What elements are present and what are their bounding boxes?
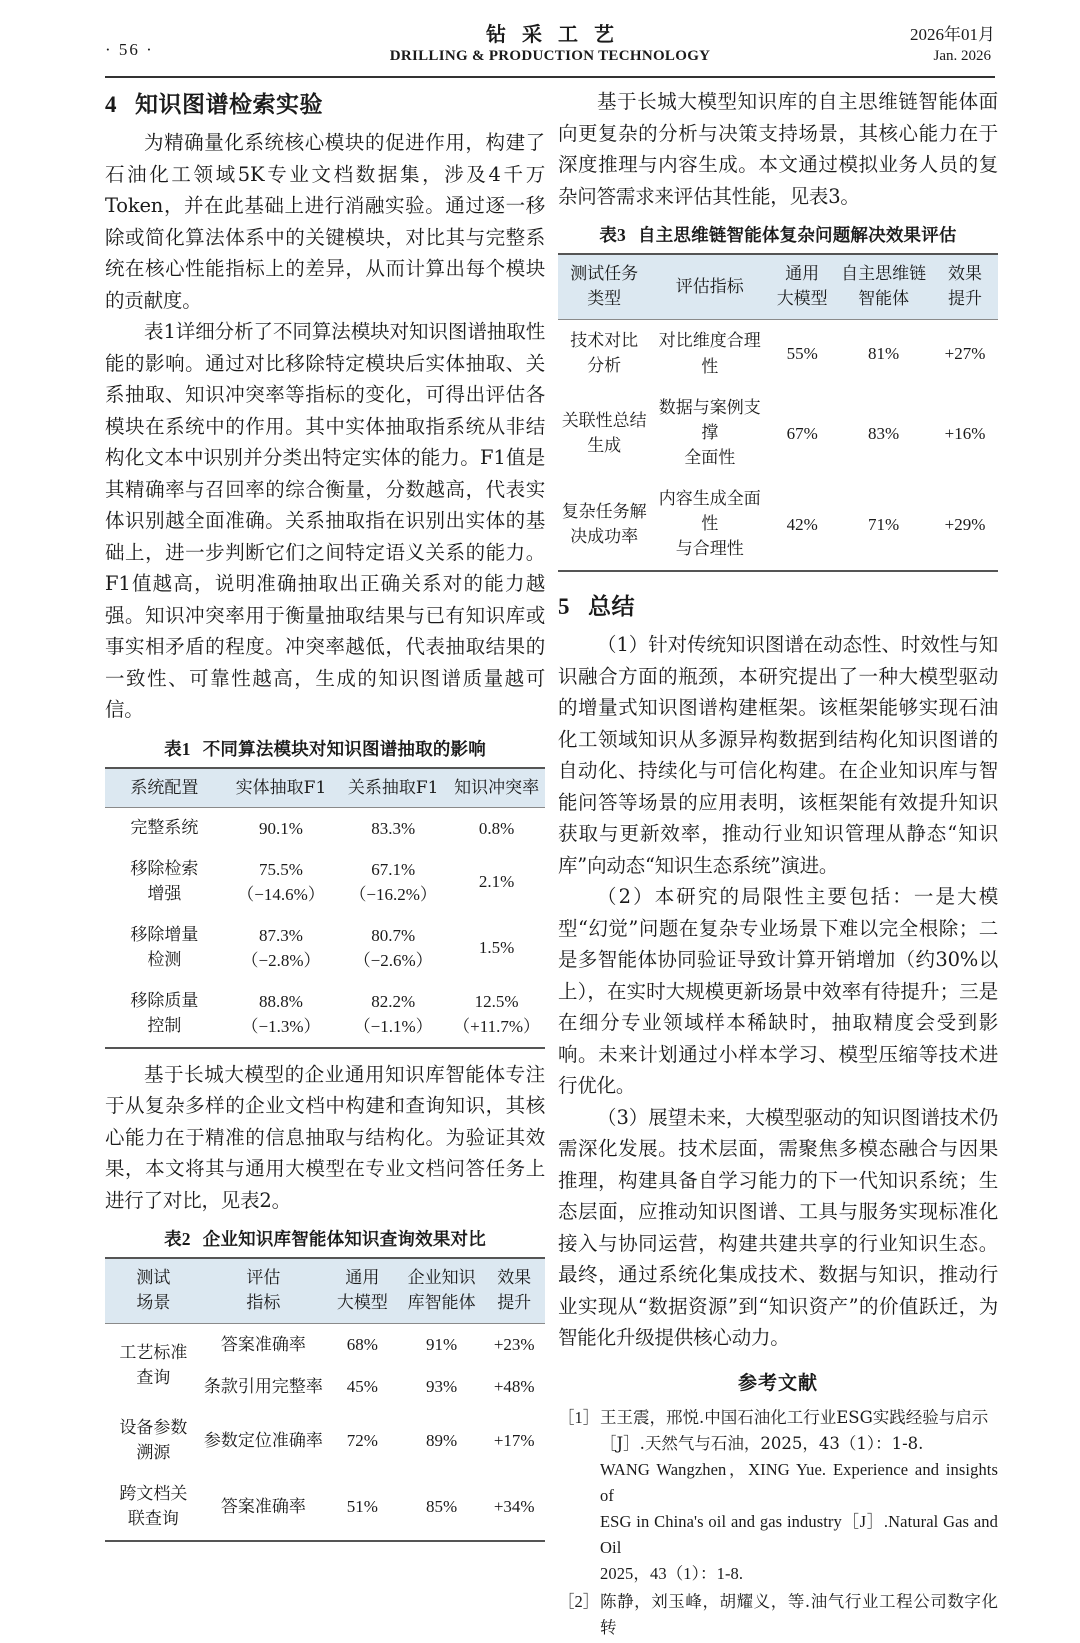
- table1-r1-config: [105, 849, 224, 915]
- table1-r2-relation: [338, 915, 448, 981]
- table1-r0-entity: [224, 807, 338, 849]
- reference-body-2: [600, 1589, 998, 1641]
- running-head: [105, 18, 995, 72]
- references-heading: 参考文献: [737, 1371, 818, 1394]
- table-row: [105, 915, 545, 981]
- table1-r3-entity: [224, 981, 338, 1048]
- table2-r1-general: 45%: [346, 1377, 378, 1396]
- table2-body: [105, 1324, 545, 1542]
- reference-1-en-line-1: WANG Wangzhen，XING Yue. Experience and insights of: [600, 1459, 998, 1505]
- table3-th-3-l1: 自主思维链: [841, 264, 927, 284]
- table-row: [105, 1408, 545, 1474]
- table1-r3-entity-l2: （−1.3%）: [241, 1016, 321, 1036]
- table3-header-row: [558, 254, 998, 320]
- table3-caption-text: 自主思维链智能体复杂问题解决效果评估: [638, 226, 957, 246]
- table1-r2-entity: [224, 915, 338, 981]
- table1-r2-relation-l1: 80.7%: [371, 925, 416, 945]
- table3-r0-gain: +27%: [944, 344, 986, 363]
- table3-th-4-l1: 效果: [947, 264, 982, 284]
- table1-r1-config-l1: 移除检索: [130, 858, 199, 879]
- table1-r1-entity-l1: 75.5%: [259, 859, 303, 879]
- table2-wrapper: [105, 1226, 545, 1542]
- table1-r1-relation-l1: 67.1%: [371, 859, 416, 879]
- table2-head: [105, 1258, 545, 1324]
- table3-r1-metric-l1: 数据与案例支撑: [658, 398, 761, 443]
- table2-r2-gain: +17%: [493, 1431, 535, 1450]
- section-heading-5: [558, 588, 998, 621]
- table2-r1-agent: 93%: [425, 1377, 458, 1396]
- table2-r0-scene-l2: 查询: [136, 1368, 171, 1388]
- table1-r2-relation-l2: （−2.6%）: [353, 950, 433, 970]
- table3-th-3: [835, 254, 932, 320]
- table1-r2-conflict: 1.5%: [478, 937, 515, 957]
- table3-th-3-l2: 智能体: [858, 289, 910, 309]
- table3-r0-task-l1: 技术对比: [570, 331, 639, 351]
- table2-r3-scene-l1: 跨文档关: [119, 1484, 188, 1504]
- table1-r0-config: [105, 807, 224, 849]
- table2-r3-general: 51%: [346, 1497, 378, 1516]
- table3-r2-task-l1: 复杂任务解: [561, 501, 647, 522]
- table3-wrapper: [558, 222, 998, 572]
- paragraph-r1: 基于长城大模型知识库的自主思维链智能体面向更复杂的分析与决策支持场景，其核心能力在于深度推理与内容生成。本文通过模拟业务人员的复杂问答需求来评估其性能，见表3。: [558, 90, 998, 208]
- table-row: [558, 388, 998, 479]
- table2-th-2: [325, 1258, 400, 1324]
- table2-th-3-l1: 企业知识: [407, 1268, 476, 1288]
- left-column: [105, 86, 545, 1542]
- table3-th-4-l2: 提升: [947, 289, 982, 309]
- table1-th-2: 关系抽取F1: [347, 777, 439, 798]
- table3-r2-task-l2: 决成功率: [570, 526, 639, 547]
- table2-th-2-l2: 大模型: [336, 1293, 388, 1313]
- table1-r3-relation: [338, 981, 448, 1048]
- table2-th-3-l2: 库智能体: [407, 1293, 476, 1313]
- table-row: [558, 479, 998, 571]
- table1: [105, 767, 545, 1049]
- table2-th-4-l2: 提升: [497, 1293, 532, 1313]
- list-item: [558, 1405, 998, 1587]
- table2-r2-scene-l1: 设备参数: [119, 1418, 188, 1438]
- table1-r2-config: [105, 915, 224, 981]
- table2-r3-scene-l2: 联查询: [127, 1509, 179, 1529]
- reference-1-en-line-3: 2025，43（1）：1-8.: [600, 1563, 744, 1583]
- reference-1-zh-line-2: ［J］.天然气与石油，2025，43（1）：1-8.: [600, 1433, 924, 1453]
- table3-th-0-l1: 测试任务: [570, 264, 639, 284]
- reference-number-2: ［2］: [558, 1591, 600, 1611]
- table1-r0-entity-l1: 90.1%: [259, 818, 303, 838]
- table3-th-2-l2: 大模型: [776, 289, 828, 309]
- table2-th-2-l1: 通用: [345, 1268, 380, 1288]
- table3-body: [558, 320, 998, 572]
- table2-r1-gain: +48%: [493, 1377, 535, 1396]
- table1-r3-config-l1: 移除质量: [130, 990, 199, 1011]
- table2-th-4: [483, 1258, 545, 1324]
- table3-caption-number: 表3: [599, 225, 627, 245]
- table3-th-0: [558, 254, 650, 320]
- table1-r1-entity: [224, 849, 338, 915]
- table3-th-4: [932, 254, 998, 320]
- table2-th-1: [202, 1258, 325, 1324]
- table1-r3-config-l2: 控制: [147, 1015, 182, 1036]
- table-row: [105, 1474, 545, 1541]
- table2-r0-scene: [105, 1324, 202, 1409]
- issue-date-zh: 2026年01月: [910, 25, 995, 44]
- page-folio: · 56 ·: [105, 40, 154, 59]
- table3-r1-general: 67%: [786, 423, 818, 443]
- table1-r3-conflict-l1: 12.5%: [474, 991, 519, 1011]
- table3-r1-task-l2: 生成: [587, 435, 622, 456]
- reference-1-zh-line-1: 王王震，邢悦.中国石油化工行业ESG实践经验与启示: [600, 1407, 989, 1427]
- table3-head: [558, 254, 998, 320]
- table1-r1-relation-l2: （−16.2%）: [349, 884, 437, 904]
- table1-r3-config: [105, 981, 224, 1048]
- table2-caption-text: 企业知识库智能体知识查询效果对比: [202, 1230, 486, 1250]
- table1-caption-text: 不同算法模块对知识图谱抽取的影响: [202, 739, 486, 760]
- table1-r0-conflict-l1: 0.8%: [478, 818, 515, 838]
- table1-r2-config-l1: 移除增量: [130, 924, 199, 945]
- section-heading-4: [105, 86, 545, 119]
- table3-r2-gain: +29%: [944, 514, 986, 534]
- table1-r3-conflict: [448, 981, 545, 1048]
- journal-title-en: DRILLING & PRODUCTION TECHNOLOGY: [389, 48, 711, 64]
- table-row: [105, 981, 545, 1048]
- table1-r1-relation: [338, 849, 448, 915]
- table3-r2-task: [558, 479, 650, 571]
- table2-r2-metric: 参数定位准确率: [203, 1431, 323, 1451]
- table3-r1-task-l1: 关联性总结: [561, 410, 647, 431]
- table2-r2-general: 72%: [346, 1431, 378, 1450]
- table3-r0-metric: 对比维度合理性: [658, 331, 761, 377]
- table-row: [105, 807, 545, 849]
- table1-r1-config-l2: 增强: [147, 883, 182, 904]
- paragraph-l3: 基于长城大模型的企业通用知识库智能体专注于从复杂多样的企业文档中构建和查询知识，其核心能力在于精准的信息抽取与结构化。为验证其效果，本文将其与通用大模型在专业文档问答任务上进行了对比，见表2。: [105, 1062, 545, 1212]
- table3-r2-agent: 71%: [868, 514, 900, 534]
- table2-th-4-l1: 效果: [497, 1268, 532, 1288]
- table1-r3-conflict-l2: （+11.7%）: [453, 1016, 541, 1036]
- table3-r0-task: [558, 320, 650, 389]
- table2-th-1-l1: 评估: [246, 1268, 281, 1288]
- table2-r2-scene: [105, 1408, 202, 1474]
- table1-header-row: [105, 768, 545, 808]
- table2-caption-number: 表2: [164, 1229, 191, 1249]
- table2-r3-metric: 答案准确率: [220, 1497, 306, 1517]
- paragraph-r-c1: （1）针对传统知识图谱在动态性、时效性与知识融合方面的瓶颈，本研究提出了一种大模型驱动的增量式知识图谱构建框架。该框架能够实现石油化工领域知识从多源异构数据到结构化知识图谱的自动化、持续化与可信化构建。在企业知识库与智能问答等场景的应用表明，该框架能有效提升知识获取与更新效率，推动行业知识管理从静态“知识库”向动态“知识生态系统”演进。: [558, 633, 998, 877]
- table2-th-3: [400, 1258, 484, 1324]
- reference-2-zh-line-1: 陈静，刘玉峰，胡耀义，等.油气行业工程公司数字化转: [600, 1591, 998, 1637]
- table1-r1-entity-l2: （−14.6%）: [237, 884, 325, 904]
- table3-th-1: [650, 254, 769, 320]
- table2-th-1-l2: 指标: [246, 1293, 281, 1313]
- table3-th-2: [769, 254, 835, 320]
- table2-th-0-l2: 场景: [136, 1293, 171, 1313]
- table3-r1-task: [558, 388, 650, 479]
- section-number-4: 4: [105, 92, 117, 117]
- section-title-5: 总结: [588, 594, 635, 620]
- table2-th-0: [105, 1258, 202, 1324]
- table2-r0-metric: 答案准确率: [220, 1335, 306, 1355]
- table3-r0-general: 55%: [786, 344, 818, 363]
- table2-r2-agent: 89%: [425, 1431, 458, 1450]
- table1-r2-entity-l1: 87.3%: [259, 925, 303, 945]
- table3-r1-metric: [650, 388, 769, 479]
- table3-r2-metric-l1: 内容生成全面性: [658, 489, 761, 534]
- table2-caption: [105, 1226, 545, 1251]
- table2-r0-general: 68%: [346, 1335, 378, 1354]
- table1-r2-entity-l2: （−2.8%）: [241, 950, 321, 970]
- table1-r0-relation: [338, 807, 448, 849]
- table3-th-1-l1: 评估指标: [675, 276, 744, 297]
- table-row: [105, 849, 545, 915]
- paragraph-r-c2: （2）本研究的局限性主要包括：一是大模型“幻觉”问题在复杂专业场景下难以完全根除；二是多智能体协同验证导致计算开销增加（约30%以上），在实时大规模更新场景中效率有待提升；三是在细分专业领域样本稀缺时，抽取精度会受到影响。未来计划通过小样本学习、模型压缩等技术进行优化。: [558, 885, 998, 1097]
- right-column: [558, 86, 998, 1643]
- paragraph-l2: 表1详细分析了不同算法模块对知识图谱抽取性能的影响。通过对比移除特定模块后实体抽取、关系抽取、知识冲突率等指标的变化，可得出评估各模块在系统中的作用。其中实体抽取指系统从非结构化文本中识别并分类出特定实体的能力。F1值是其精确率与召回率的综合衡量，分数越高，代表实体识别越全面准确。关系抽取指在识别出实体的基础上，进一步判断它们之间特定语义关系的能力。F1值越高，说明准确抽取出正确关系对的能力越强。知识冲突率用于衡量抽取结果与已有知识库或事实相矛盾的程度。冲突率越低，代表抽取结果的一致性、可靠性越高，生成的知识图谱质量越可信。: [105, 320, 545, 721]
- table2-r3-agent: 85%: [425, 1497, 458, 1516]
- reference-body-1: [600, 1405, 998, 1587]
- table-row: [558, 320, 998, 389]
- table3-r2-metric: [650, 479, 769, 571]
- table2-r2-scene-l2: 溯源: [136, 1443, 171, 1463]
- table1-r2-config-l2: 检测: [147, 949, 182, 970]
- table2-r0-scene-l1: 工艺标准: [119, 1343, 188, 1363]
- table1-r0-relation-l1: 83.3%: [371, 818, 416, 838]
- table2-header-row: [105, 1258, 545, 1324]
- table3-caption: [558, 222, 998, 247]
- table1-body: [105, 807, 545, 1048]
- table1-r0-conflict: [448, 807, 545, 849]
- table3-th-2-l1: 通用: [785, 264, 820, 284]
- paragraph-r-c3: （3）展望未来，大模型驱动的知识图谱技术仍需深化发展。技术层面，需聚焦多模态融合与因果推理，构建具备自学习能力的下一代知识系统；生态层面，应推动知识图谱、工具与服务实现标准化接入与协同运营，构建共建共享的行业知识生态。最终，通过系统化集成技术、数据与知识，推动行业实现从“数据资源”到“知识资产”的价值跃迁，为智能化升级提供核心动力。: [558, 1105, 998, 1349]
- table1-r0-config-l1: 完整系统: [130, 817, 199, 838]
- table3-r2-general: 42%: [786, 514, 818, 534]
- paragraph-l1: 为精确量化系统核心模块的促进作用，构建了石油化工领域5K专业文档数据集，涉及4千万Token，并在此基础上进行消融实验。通过逐一移除或简化算法体系中的关键模块，对比其与完整系统在核心性能指标上的差异，从而计算出每个模块的贡献度。: [105, 131, 545, 312]
- reference-number-1: ［1］: [558, 1407, 600, 1427]
- table1-th-1: 实体抽取F1: [235, 777, 327, 798]
- table1-th-0: 系统配置: [130, 777, 199, 798]
- table1-r3-entity-l1: 88.8%: [259, 991, 303, 1011]
- section-number-5: 5: [558, 594, 570, 619]
- table-row: [105, 1324, 545, 1367]
- table3-r1-metric-l2: 全面性: [684, 448, 736, 468]
- list-item: [558, 1589, 998, 1641]
- table3-r0-task-l2: 分析: [587, 356, 622, 376]
- table3-th-0-l2: 类型: [587, 289, 622, 309]
- table2-r3-scene: [105, 1474, 202, 1541]
- table2-r1-metric: 条款引用完整率: [203, 1377, 323, 1397]
- table2-th-0-l1: 测试: [136, 1268, 171, 1288]
- table2: [105, 1257, 545, 1542]
- issue-date-en: Jan. 2026: [933, 48, 991, 64]
- table2-r3-gain: +34%: [493, 1497, 535, 1516]
- table2-r0-agent: 91%: [425, 1335, 458, 1354]
- table1-caption: [105, 736, 545, 761]
- table3-r1-agent: 83%: [868, 423, 900, 443]
- table3-r0-agent: 81%: [868, 344, 900, 363]
- table3: [558, 253, 998, 572]
- section-title-4: 知识图谱检索实验: [135, 92, 323, 118]
- table1-caption-number: 表1: [164, 738, 191, 759]
- table1-th-3: 知识冲突率: [454, 777, 540, 798]
- table1-r3-relation-l2: （−1.1%）: [353, 1016, 433, 1036]
- table2-r0-gain: +23%: [493, 1335, 535, 1354]
- table1-wrapper: [105, 736, 545, 1049]
- header-rule: [105, 76, 995, 78]
- table1-head: [105, 768, 545, 808]
- table3-r2-metric-l2: 与合理性: [675, 539, 744, 559]
- reference-1-en-line-2: ESG in China's oil and gas industry［J］.Natural Gas and Oil: [600, 1511, 998, 1557]
- table1-r1-conflict: 2.1%: [478, 871, 515, 891]
- table3-r1-gain: +16%: [944, 423, 986, 443]
- table1-r3-relation-l1: 82.2%: [371, 991, 416, 1011]
- journal-title-zh: 钻采工艺: [486, 22, 630, 46]
